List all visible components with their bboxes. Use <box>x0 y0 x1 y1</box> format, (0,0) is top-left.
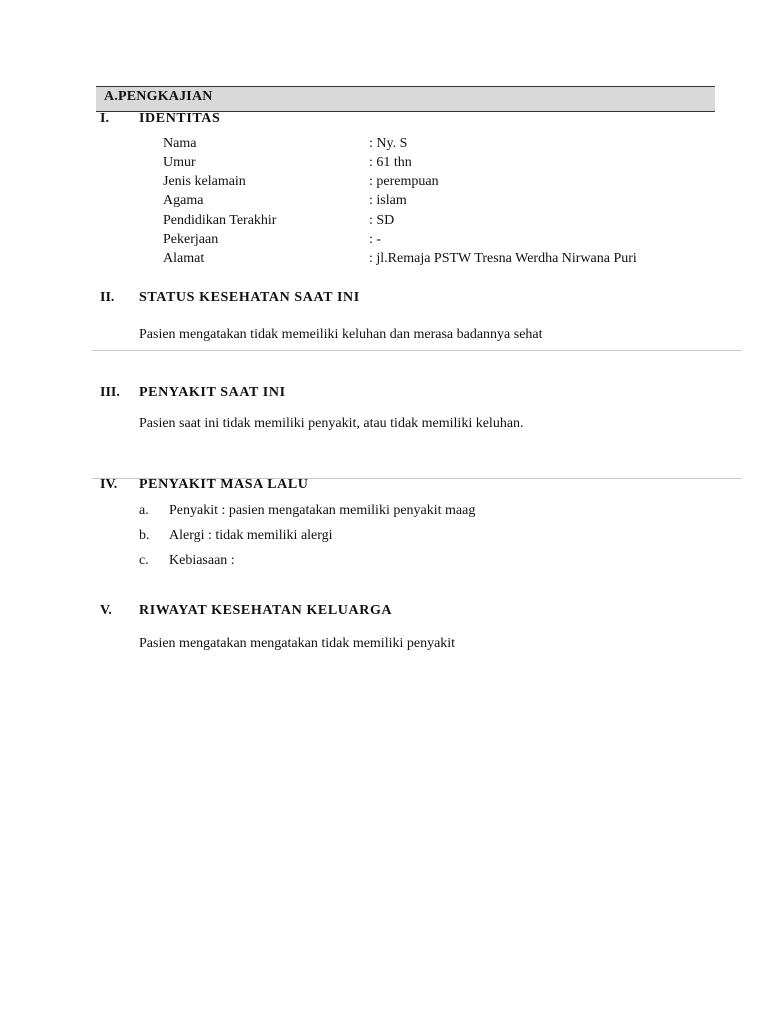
section-title-penyakit-saat-ini: PENYAKIT SAAT INI <box>139 385 286 400</box>
field-label-agama: Agama <box>163 193 204 208</box>
field-label-umur: Umur <box>163 155 196 170</box>
field-value-nama: : Ny. S <box>369 136 408 151</box>
list-marker-c: c. <box>139 553 149 568</box>
section-number-status: II. <box>100 290 115 305</box>
section-title-penyakit-masa-lalu: PENYAKIT MASA LALU <box>139 477 309 492</box>
field-value-jenis-kelamin: : perempuan <box>369 174 439 189</box>
header-title: A.PENGKAJIAN <box>104 89 213 104</box>
penyakit-saat-ini-paragraph: Pasien saat ini tidak memiliki penyakit, atau tidak memiliki keluhan. <box>139 416 524 431</box>
section-title-status: STATUS KESEHATAN SAAT INI <box>139 290 360 305</box>
status-paragraph: Pasien mengatakan tidak memeiliki keluhan dan merasa badannya sehat <box>139 327 543 342</box>
riwayat-keluarga-paragraph: Pasien mengatakan mengatakan tidak memiliki penyakit <box>139 636 456 651</box>
field-label-jenis-kelamin: Jenis kelamain <box>163 174 246 189</box>
field-value-umur: : 61 thn <box>369 155 412 170</box>
section-number-penyakit-saat-ini: III. <box>100 385 120 400</box>
section-title-identitas: IDENTITAS <box>139 111 221 126</box>
list-marker-b: b. <box>139 528 150 543</box>
field-value-pendidikan: : SD <box>369 213 395 228</box>
field-label-pekerjaan: Pekerjaan <box>163 232 219 247</box>
field-value-alamat: : jl.Remaja PSTW Tresna Werdha Nirwana Puri <box>369 251 637 266</box>
section-number-identitas: I. <box>100 111 109 126</box>
list-item-kebiasaan: Kebiasaan : <box>169 553 235 568</box>
list-item-penyakit: Penyakit : pasien mengatakan memiliki penyakit maag <box>169 503 476 518</box>
list-item-alergi: Alergi : tidak memiliki alergi <box>169 528 333 543</box>
field-label-alamat: Alamat <box>163 251 205 266</box>
field-value-pekerjaan: : - <box>369 232 382 247</box>
section-number-riwayat-keluarga: V. <box>100 603 112 618</box>
field-label-nama: Nama <box>163 136 197 151</box>
field-value-agama: : islam <box>369 193 407 208</box>
section-header-bar <box>96 86 715 112</box>
section-number-penyakit-masa-lalu: IV. <box>100 477 118 492</box>
section-title-riwayat-keluarga: RIWAYAT KESEHATAN KELUARGA <box>139 603 393 618</box>
field-label-pendidikan: Pendidikan Terakhir <box>163 213 277 228</box>
list-marker-a: a. <box>139 503 149 518</box>
divider-line <box>92 350 742 351</box>
